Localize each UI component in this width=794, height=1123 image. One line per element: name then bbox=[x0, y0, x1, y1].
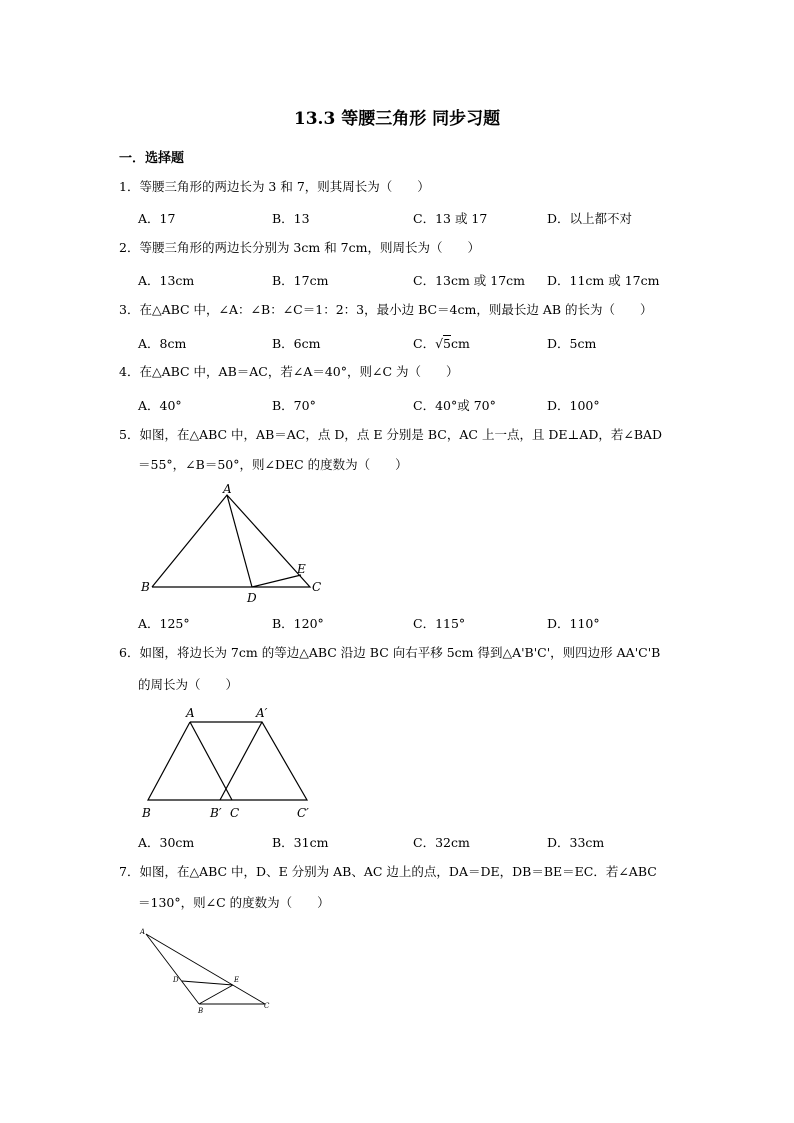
q7-label-a: A bbox=[140, 928, 146, 936]
q5-option-b[interactable]: B．120° bbox=[272, 616, 324, 631]
q6-option-c[interactable]: C．32cm bbox=[413, 835, 470, 850]
question-3-text: 3．在△ABC 中，∠A：∠B：∠C＝1：2：3，最小边 BC＝4cm，则最长边 AB 的长为（ ） bbox=[119, 302, 653, 317]
q3-option-c[interactable] bbox=[413, 334, 470, 352]
q7-figure bbox=[136, 922, 286, 1018]
q6-label-b-prime: B′ bbox=[210, 806, 222, 820]
q3-option-c-unit: cm bbox=[451, 336, 470, 351]
q7-label-e: E bbox=[234, 976, 240, 984]
q5-option-c[interactable]: C．115° bbox=[413, 616, 466, 631]
section-heading: 一．选择题 bbox=[119, 151, 185, 166]
q3-option-c-radicand: 5 bbox=[443, 336, 451, 351]
q5-label-d: D bbox=[247, 591, 257, 605]
q1-option-d[interactable]: D．以上都不对 bbox=[547, 211, 633, 226]
q5-figure bbox=[135, 478, 335, 606]
q5-label-e: E bbox=[297, 562, 306, 576]
q4-option-d[interactable]: D．100° bbox=[547, 398, 600, 413]
q2-option-c[interactable]: C．13cm 或 17cm bbox=[413, 273, 526, 288]
sqrt-icon: √ bbox=[435, 336, 444, 351]
q5-label-a: A bbox=[223, 482, 232, 496]
q6-option-a[interactable]: A．30cm bbox=[138, 835, 195, 850]
q1-option-b[interactable]: B．13 bbox=[272, 211, 310, 226]
q1-option-a[interactable]: A．17 bbox=[138, 211, 176, 226]
q4-option-a[interactable]: A．40° bbox=[138, 398, 182, 413]
q5-label-c: C bbox=[312, 580, 322, 594]
page-title: 13.3 等腰三角形 同步习题 bbox=[293, 109, 501, 129]
q3-option-b[interactable]: B．6cm bbox=[272, 336, 321, 351]
q2-option-a[interactable]: A．13cm bbox=[138, 273, 195, 288]
question-6-text-line2: 的周长为（ ） bbox=[138, 677, 239, 692]
q6-option-d[interactable]: D．33cm bbox=[547, 835, 605, 850]
q7-label-b: B bbox=[198, 1007, 204, 1015]
q1-option-c[interactable]: C．13 或 17 bbox=[413, 211, 488, 226]
q3-option-c-label: C． bbox=[413, 336, 436, 351]
q3-option-a[interactable]: A．8cm bbox=[138, 336, 187, 351]
q3-option-d[interactable]: D．5cm bbox=[547, 336, 597, 351]
q6-label-c: C bbox=[230, 806, 240, 820]
q6-figure bbox=[136, 703, 336, 823]
question-6-text-line1: 6．如图，将边长为 7cm 的等边△ABC 沿边 BC 向右平移 5cm 得到△A'B'C'，则四边形 AA'C'B bbox=[119, 645, 661, 660]
q4-option-b[interactable]: B．70° bbox=[272, 398, 316, 413]
q5-option-a[interactable]: A．125° bbox=[138, 616, 190, 631]
q4-option-c[interactable]: C．40°或 70° bbox=[413, 398, 496, 413]
q2-option-b[interactable]: B．17cm bbox=[272, 273, 329, 288]
question-4-text: 4．在△ABC 中，AB＝AC，若∠A＝40°，则∠C 为（ ） bbox=[119, 364, 459, 379]
q6-label-b: B bbox=[142, 806, 151, 820]
question-7-text-line1: 7．如图，在△ABC 中，D、E 分别为 AB、AC 边上的点，DA＝DE，DB＝BE＝EC．若∠ABC bbox=[119, 864, 657, 879]
q5-label-b: B bbox=[141, 580, 150, 594]
q6-label-c-prime: C′ bbox=[297, 806, 309, 820]
question-2-text: 2．等腰三角形的两边长分别为 3cm 和 7cm，则周长为（ ） bbox=[119, 240, 480, 255]
q2-option-d[interactable]: D．11cm 或 17cm bbox=[547, 273, 660, 288]
q7-label-c: C bbox=[264, 1002, 270, 1010]
q6-option-b[interactable]: B．31cm bbox=[272, 835, 329, 850]
question-5-text-line2: ＝55°，∠B＝50°，则∠DEC 的度数为（ ） bbox=[138, 457, 408, 472]
q7-label-d: D bbox=[173, 976, 179, 984]
question-5-text-line1: 5．如图，在△ABC 中，AB＝AC，点 D，点 E 分别是 BC，AC 上一点，且 DE⊥AD，若∠BAD bbox=[119, 427, 663, 442]
q6-label-a-prime: A′ bbox=[256, 706, 268, 720]
question-1-text: 1．等腰三角形的两边长为 3 和 7，则其周长为（ ） bbox=[119, 179, 430, 194]
q5-option-d[interactable]: D．110° bbox=[547, 616, 600, 631]
question-7-text-line2: ＝130°，则∠C 的度数为（ ） bbox=[138, 895, 330, 910]
q6-label-a: A bbox=[186, 706, 195, 720]
